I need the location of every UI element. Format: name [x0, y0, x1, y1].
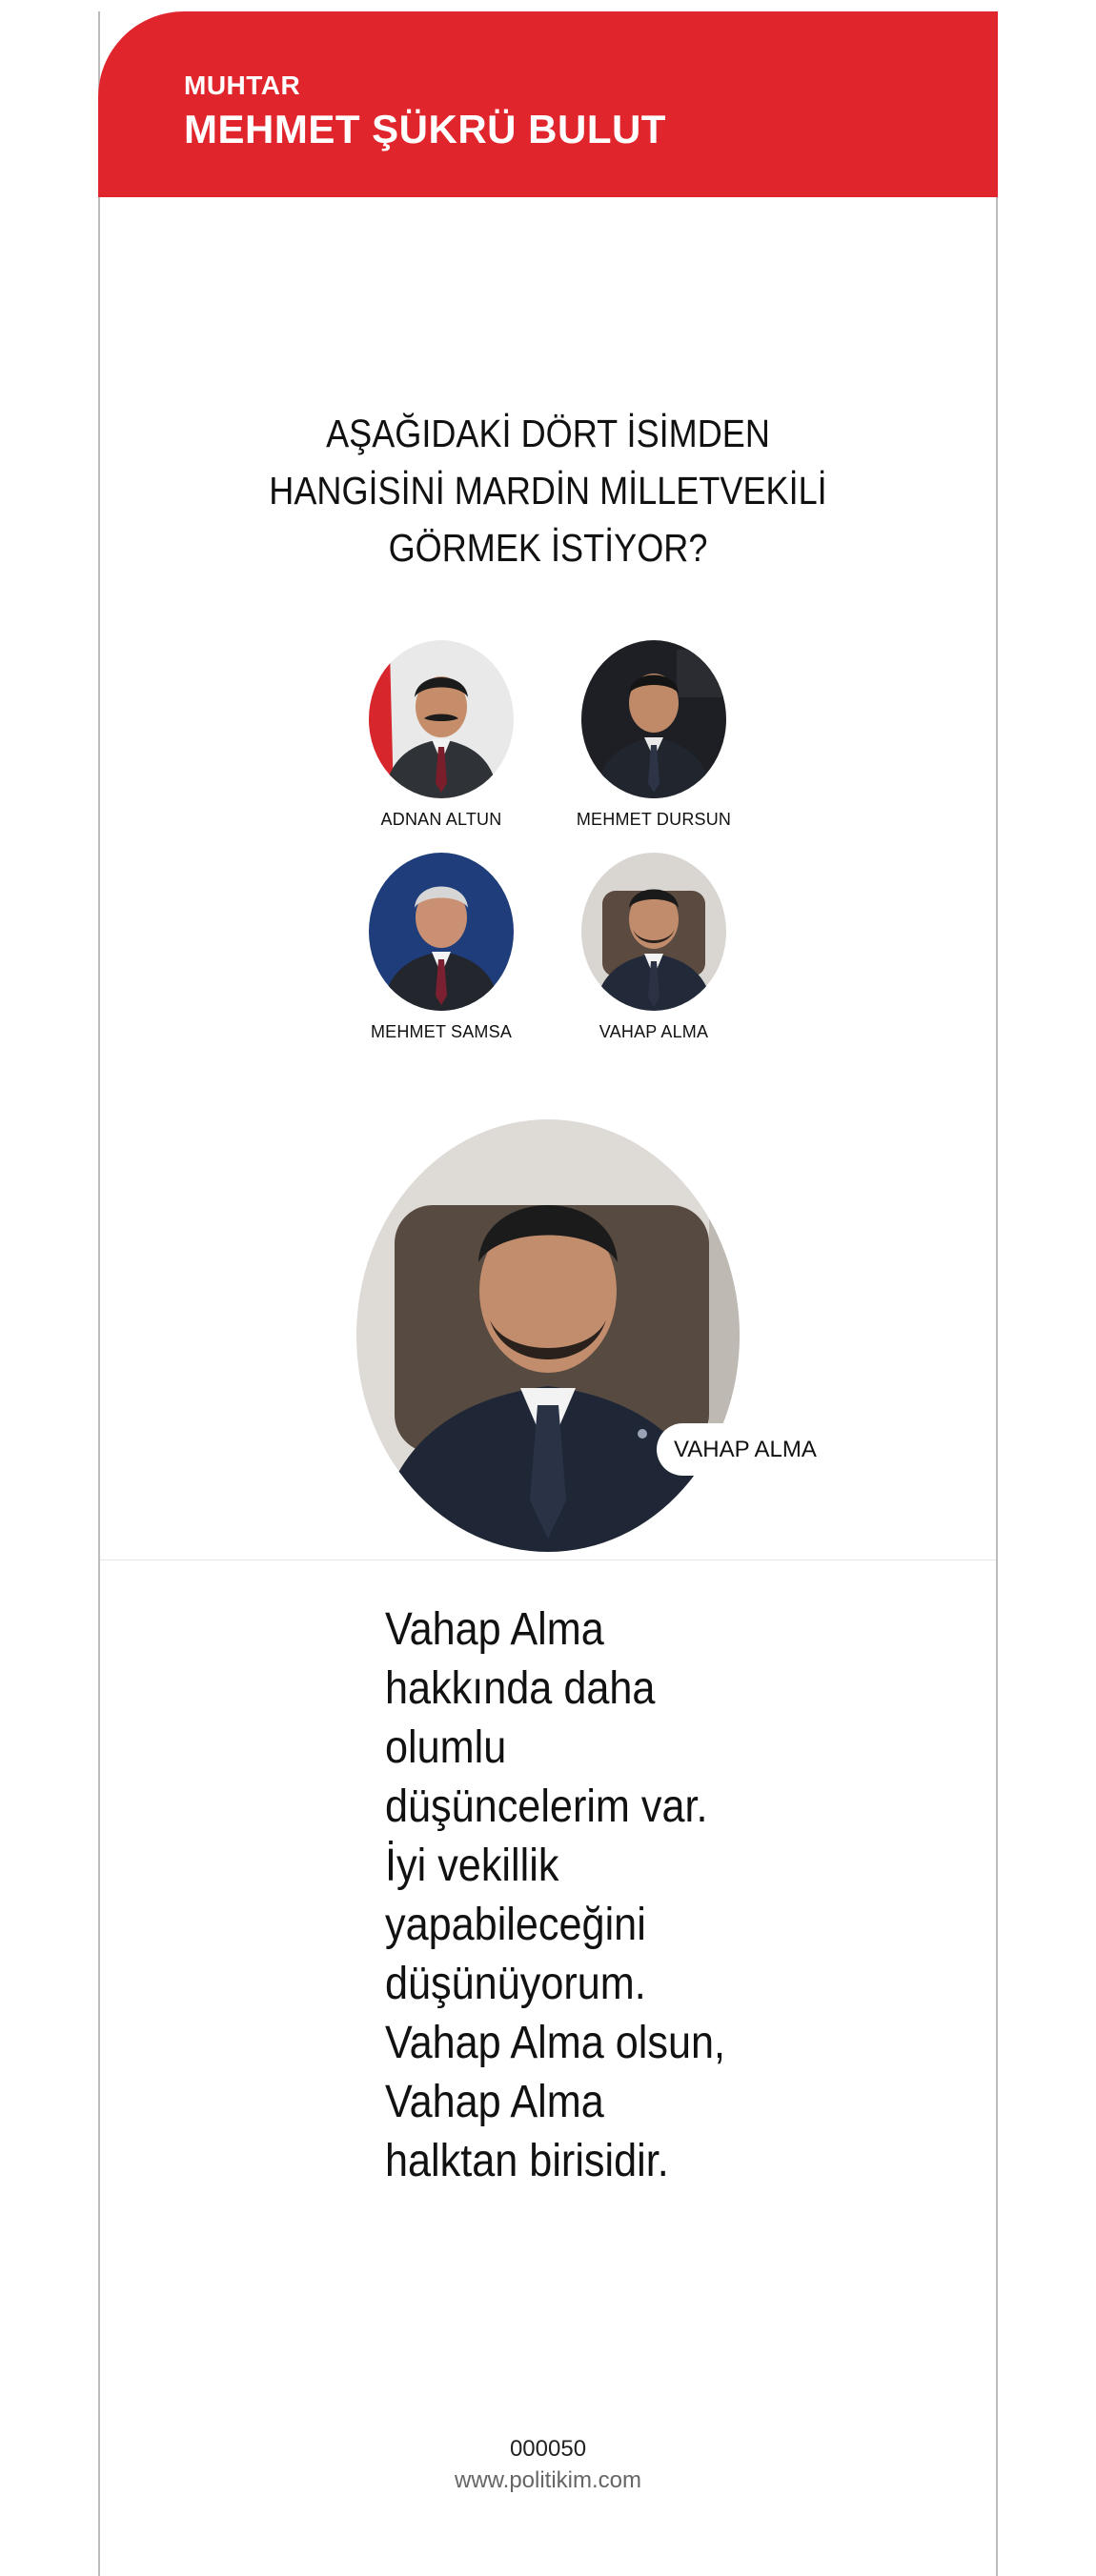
question-text: AŞAĞIDAKİ DÖRT İSİMDEN HANGİSİNİ MARDİN MİLLETVEKİLİ GÖRMEK İSTİYOR?: [269, 412, 827, 570]
candidate-photo: [369, 640, 514, 798]
candidate-mehmet-dursun[interactable]: [549, 640, 759, 830]
candidate-name: MEHMET SAMSA: [370, 1022, 513, 1041]
candidate-photo: [581, 853, 726, 1011]
header-role: MUHTAR: [184, 70, 301, 100]
header-name: MEHMET ŞÜKRÜ BULUT: [184, 107, 666, 151]
candidate-vahap-alma[interactable]: [549, 853, 759, 1042]
candidate-photo: [581, 640, 726, 798]
selected-candidate-label: VAHAP ALMA: [657, 1423, 834, 1476]
candidate-name: MEHMET DURSUN: [576, 810, 732, 829]
candidate-photo: [369, 853, 514, 1011]
candidate-name: VAHAP ALMA: [599, 1022, 709, 1041]
opinion-text: Vahap Alma hakkında daha olumlu düşüncelerim var. İyi vekillik yapabileceğini düşünüyorum. Vahap Alma olsun, Vahap Alma halktan birisidir.: [385, 1604, 726, 2186]
footer-id: 000050: [509, 2436, 587, 2462]
candidate-adnan-altun[interactable]: [336, 640, 546, 830]
candidate-mehmet-samsa[interactable]: [336, 853, 546, 1042]
candidate-name: ADNAN ALTUN: [380, 810, 502, 829]
header-banner: [98, 11, 998, 197]
selected-candidate-photo: [356, 1119, 740, 1552]
footer-site-link[interactable]: www.politikim.com: [454, 2467, 642, 2493]
